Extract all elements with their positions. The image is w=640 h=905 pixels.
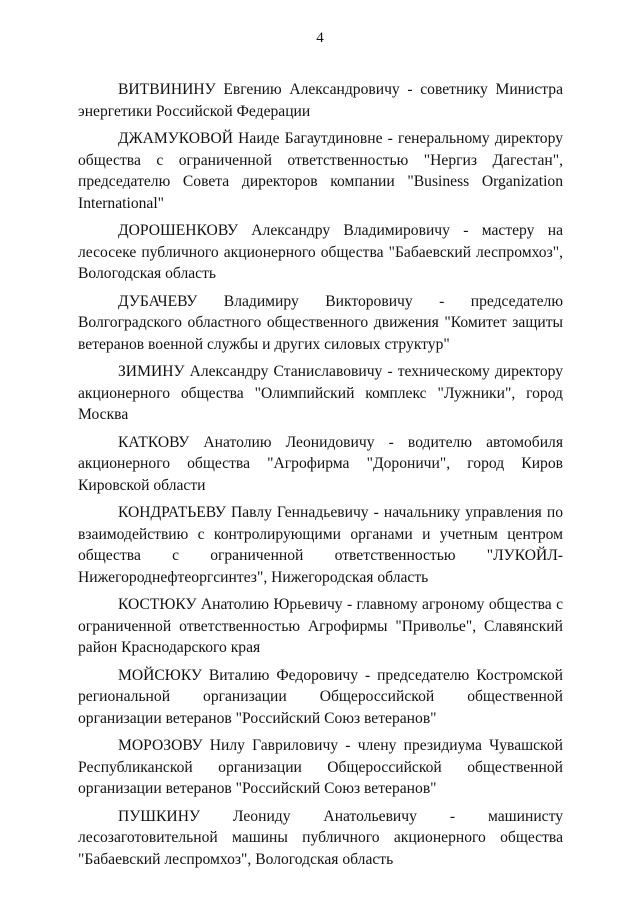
list-item: ДУБАЧЕВУ Владимиру Викторовичу - председателю Волгоградского областного общественного движения "Комитет защиты ветеранов военной службы и других силовых структур": [78, 292, 563, 353]
list-item: ПУШКИНУ Леониду Анатольевичу - машинисту лесозаготовительной машины публичного акционерного общества "Бабаевский леспромхоз", Вологодская область: [78, 807, 563, 868]
list-item: МОЙСЮКУ Виталию Федоровичу - председателю Костромской региональной организации Общероссийской общественной организации ветеранов "Российский Союз ветеранов": [78, 666, 563, 727]
list-item: МОРОЗОВУ Нилу Гавриловичу - члену президиума Чувашской Республиканской организации Общероссийской общественной организации ветеранов "Российский Союз ветеранов": [78, 737, 563, 797]
page-number: 4: [316, 30, 324, 46]
list-item: ДОРОШЕНКОВУ Александру Владимировичу - мастеру на лесосеке публичного акционерного общества "Бабаевский леспромхоз", Вологодская область: [78, 222, 563, 282]
list-item: КОСТЮКУ Анатолию Юрьевичу - главному агроному общества с ограниченной ответственностью Агрофирмы "Приволье", Славянский район Краснодарского края: [78, 596, 563, 656]
list-item: ЗИМИНУ Александру Станиславовичу - техническому директору акционерного общества "Олимпийский комплекс "Лужники", город Москва: [78, 363, 563, 423]
list-item: ВИТВИНИНУ Евгению Александровичу - советнику Министра энергетики Российской Федерации: [78, 81, 563, 120]
list-item: ДЖАМУКОВОЙ Наиде Багаутдиновне - генеральному директору общества с ограниченной ответственностью "Нергиз Дагестан", председателю Совета директоров компании "Business Organization International": [78, 130, 563, 212]
list-item: КАТКОВУ Анатолию Леонидовичу - водителю автомобиля акционерного общества "Агрофирма "Дороничи", город Киров Кировской области: [78, 433, 563, 494]
award-list: [78, 79, 563, 876]
list-item: КОНДРАТЬЕВУ Павлу Геннадьевичу - начальнику управления по взаимодействию с контролирующими органами и учетным центром общества с ограниченной ответственностью "ЛУКОЙЛ-Нижегороднефтеоргсинтез", Нижегородская область: [78, 504, 563, 586]
